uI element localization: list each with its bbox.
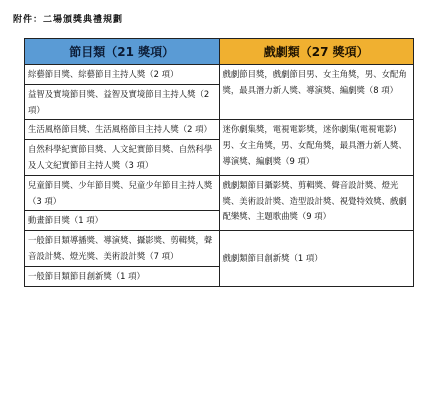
table-row	[25, 65, 414, 85]
table-row	[25, 120, 414, 140]
program-cell-4: 自然科學紀實節目獎、人文紀實節目獎、自然科學及人文紀實節目主持人獎（3 項）	[25, 140, 220, 176]
drama-cell-2: 迷你劇集獎，電視電影獎，迷你劇集(電視電影)男、女主角獎，男、女配角獎，最具潛力新人獎、導演獎、編劇獎（9 項）	[219, 120, 414, 175]
program-cell-5: 兒童節目獎、少年節目獎、兒童少年節目主持人獎（3 項）	[25, 175, 220, 211]
program-item-variety: 綜藝節目獎、綜藝節目主持人獎（2 項）	[28, 69, 179, 79]
program-cell-3: 生活風格節目獎、生活風格節目主持人獎（2 項）	[25, 120, 220, 140]
table-row	[25, 175, 414, 211]
table-row	[25, 231, 414, 267]
awards-table	[24, 38, 414, 287]
drama-cell-4: 戲劇類節目創新獎（1 項）	[219, 231, 414, 286]
header-row	[25, 39, 414, 65]
program-cell-8: 一般節目類節目創新獎（1 項）	[25, 266, 220, 286]
program-cell-2: 益智及實境節目獎、益智及實境節目主持人獎（2 項）	[25, 84, 220, 120]
program-cell-1	[25, 65, 220, 85]
header-drama-category: 戲劇類（27 獎項）	[219, 39, 414, 65]
document-title: 附件：二場頒獎典禮規劃	[13, 15, 124, 25]
program-cell-7: 一般節目類導播獎、導演獎、攝影獎、剪輯獎，聲音設計獎、燈光獎、美術設計獎（7 項）	[25, 231, 220, 267]
drama-cell-3: 戲劇類節目攝影獎、剪輯獎、聲音設計獎、燈光獎、美術設計獎、造型設計獎、視覺特效獎、戲劇配樂獎、主題歌曲獎（9 項）	[219, 175, 414, 230]
drama-cell-1: 戲劇節目獎，戲劇節目男、女主角獎，男、女配角獎，最具潛力新人獎、導演獎、編劇獎（8 項）	[219, 65, 414, 120]
header-program-category: 節目類（21 獎項）	[25, 39, 220, 65]
program-cell-6: 動畫節目獎（1 項）	[25, 211, 220, 231]
